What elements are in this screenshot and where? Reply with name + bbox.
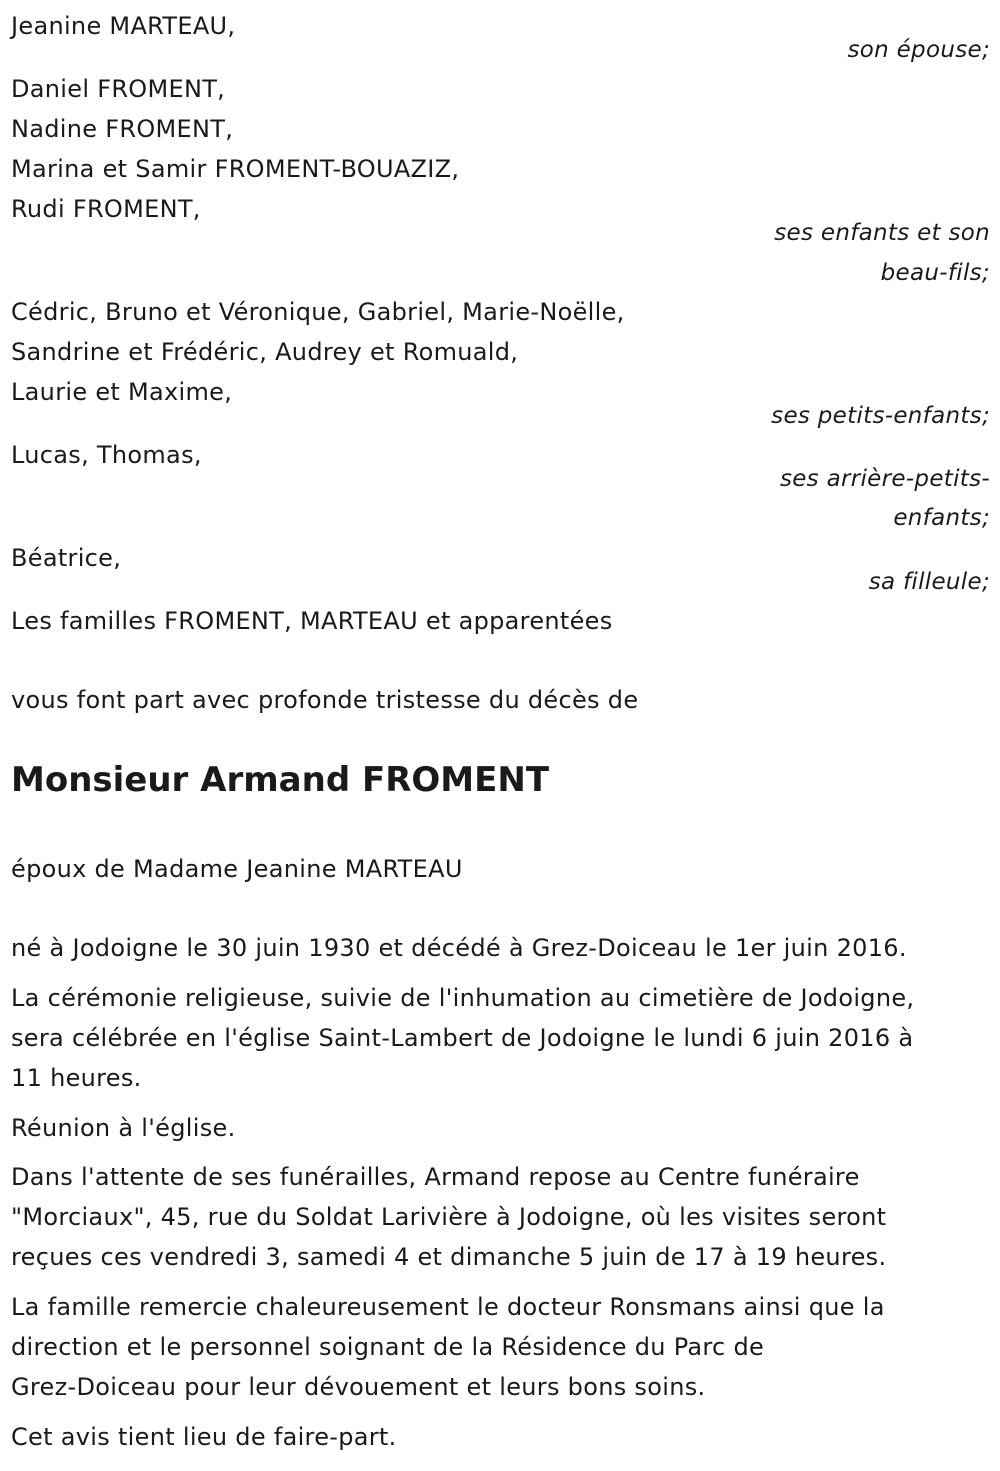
children-relation-cont: beau-fils; xyxy=(880,260,990,286)
goddaughter-name: Béatrice, xyxy=(11,544,122,572)
visits-text: "Morciaux", 45, rue du Soldat Larivière à Jodoigne, où les visites seront xyxy=(11,1203,887,1231)
families-line: Les familles FROMENT, MARTEAU et apparentées xyxy=(11,607,613,635)
grandchild-names: Laurie et Maxime, xyxy=(11,378,233,406)
thanks-text: Grez-Doiceau pour leur dévouement et leurs bons soins. xyxy=(11,1373,706,1401)
deceased-spouse-line: époux de Madame Jeanine MARTEAU xyxy=(11,855,463,883)
ceremony-text: La cérémonie religieuse, suivie de l'inhumation au cimetière de Jodoigne, xyxy=(11,984,915,1012)
grandchild-names: Sandrine et Frédéric, Audrey et Romuald, xyxy=(11,338,519,366)
thanks-text: direction et le personnel soignant de la Résidence du Parc de xyxy=(11,1333,765,1361)
children-relation: ses enfants et son xyxy=(774,220,990,246)
ceremony-text: 11 heures. xyxy=(11,1064,142,1092)
great-grandchild-names: Lucas, Thomas, xyxy=(11,441,202,469)
birth-death-line: né à Jodoigne le 30 juin 1930 et décédé à Grez-Doiceau le 1er juin 2016. xyxy=(11,934,907,962)
announcement-text: vous font part avec profonde tristesse du décès de xyxy=(11,686,639,714)
thanks-text: La famille remercie chaleureusement le docteur Ronsmans ainsi que la xyxy=(11,1293,885,1321)
goddaughter-relation: sa filleule; xyxy=(868,569,990,595)
child-name: Daniel FROMENT, xyxy=(11,75,226,103)
ceremony-text: sera célébrée en l'église Saint-Lambert de Jodoigne le lundi 6 juin 2016 à xyxy=(11,1024,914,1052)
visits-text: reçues ces vendredi 3, samedi 4 et dimanche 5 juin de 17 à 19 heures. xyxy=(11,1243,887,1271)
grandchildren-relation: ses petits-enfants; xyxy=(771,403,990,429)
meeting-text: Réunion à l'église. xyxy=(11,1114,236,1142)
great-grandchildren-relation-cont: enfants; xyxy=(893,505,990,531)
child-name: Marina et Samir FROMENT-BOUAZIZ, xyxy=(11,155,460,183)
child-name: Nadine FROMENT, xyxy=(11,115,234,143)
spouse-name: Jeanine MARTEAU, xyxy=(11,12,236,40)
child-name: Rudi FROMENT, xyxy=(11,195,201,223)
visits-text: Dans l'attente de ses funérailles, Armand repose au Centre funéraire xyxy=(11,1163,860,1191)
closing-text: Cet avis tient lieu de faire-part. xyxy=(11,1423,397,1451)
spouse-relation: son épouse; xyxy=(847,37,990,63)
deceased-name: Monsieur Armand FROMENT xyxy=(11,760,550,800)
great-grandchildren-relation: ses arrière-petits- xyxy=(779,466,990,492)
grandchild-names: Cédric, Bruno et Véronique, Gabriel, Marie-Noëlle, xyxy=(11,298,625,326)
